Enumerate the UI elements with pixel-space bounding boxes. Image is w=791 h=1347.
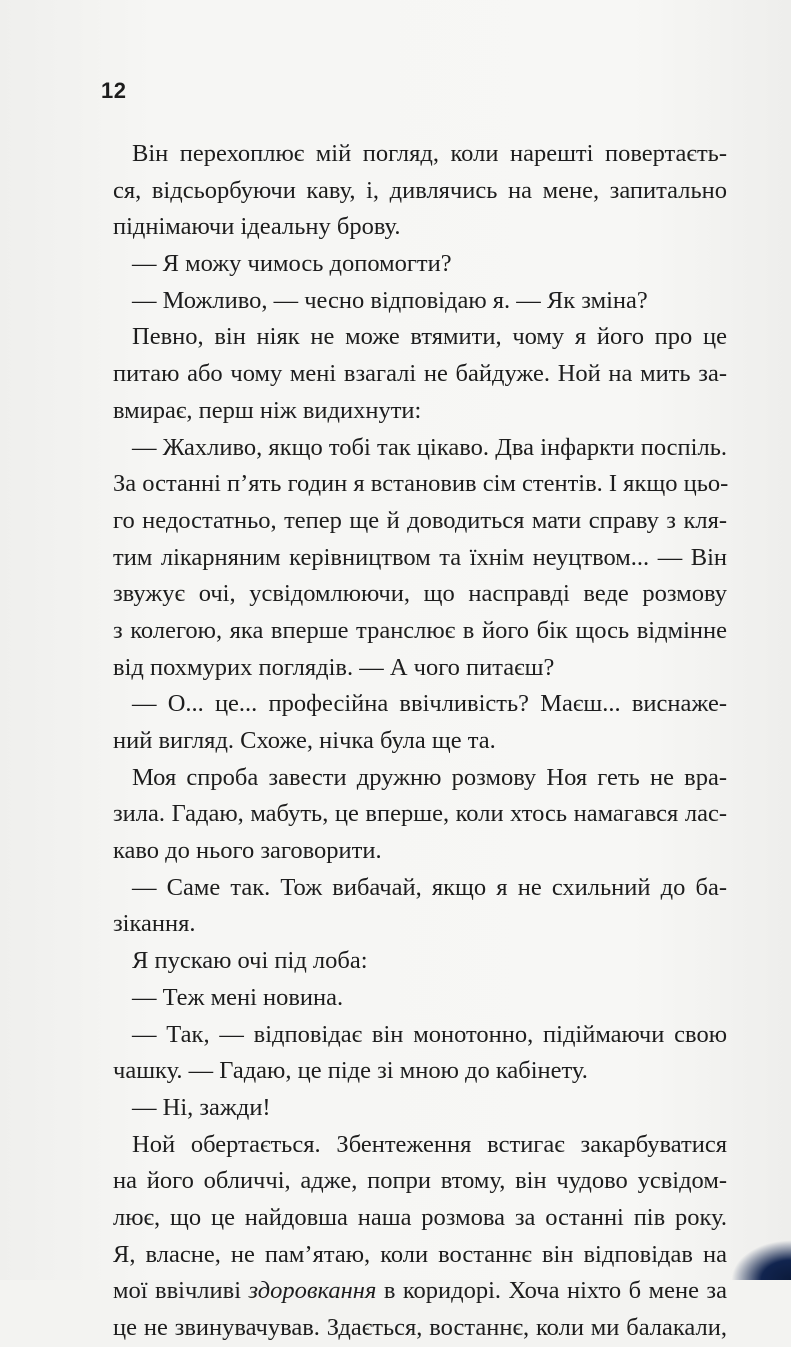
paragraph	[113, 136, 727, 246]
text-line: — Жахливо, якщо тобі так цікаво. Два інфаркти поспіль.	[132, 433, 727, 461]
paragraph	[113, 686, 727, 759]
text-line: з колегою, яка вперше транслює в його бік щось відмінне	[113, 616, 727, 644]
text-line: лює, що це найдовша наша розмова за останні пів року.	[113, 1203, 727, 1231]
text-line: зила. Гадаю, мабуть, це вперше, коли хтось намагався лас-	[113, 800, 727, 828]
body-text	[113, 136, 727, 1347]
text-line: звужує очі, усвідомлюючи, що насправді веде розмову	[113, 580, 727, 608]
paragraph	[113, 319, 727, 429]
paragraph	[113, 943, 727, 980]
page-number: 12	[101, 78, 127, 103]
text-line: каво до нього заговорити.	[113, 837, 382, 865]
paragraph	[113, 980, 727, 1017]
text-line: зікання.	[113, 910, 196, 938]
paragraph	[113, 760, 727, 870]
text-line: Я, власне, не пам’ятаю, коли востаннє він відповідав на	[113, 1240, 727, 1268]
paragraph	[113, 430, 727, 687]
text-line: Він перехоплює мій погляд, коли нарешті повертаєть-	[132, 140, 727, 167]
text-line: чашку. — Гадаю, це піде зі мною до кабінету.	[113, 1057, 588, 1085]
text-line: го недостатньо, тепер ще й доводиться мати справу з кля-	[113, 506, 727, 534]
text-line: на його обличчі, адже, попри втому, він чудово усвідом-	[113, 1167, 727, 1195]
text-line: Певно, він ніяк не може втямити, чому я його про це	[132, 323, 727, 351]
text-line: вмирає, перш ніж видихнути:	[113, 396, 422, 424]
text-line: ний вигляд. Схоже, нічка була ще та.	[113, 727, 496, 754]
text-line: ся, відсьорбуючи каву, і, дивлячись на мене, запитально	[113, 176, 727, 204]
paragraph	[113, 870, 727, 943]
text-line: За останні п’ять годин я встановив сім стентів. І якщо цьо-	[113, 470, 729, 498]
text-line: Ной обертається. Збентеження встигає закарбуватися	[132, 1130, 727, 1158]
text-line: — Саме так. Тож вибачай, якщо я не схильний до ба-	[132, 873, 727, 901]
text-line: — О... це... професійна ввічливість? Маєш... виснаже-	[132, 690, 727, 718]
text-line: — Можливо, — чесно відповідаю я. — Як зміна?	[132, 286, 648, 314]
text-line: від похмурих поглядів. — А чого питаєш?	[113, 653, 555, 681]
paragraph	[113, 1090, 727, 1127]
text-line: це не звинувачував. Здається, востаннє, коли ми балакали,	[113, 1314, 727, 1341]
paragraph	[113, 1017, 727, 1090]
paragraph	[113, 283, 727, 320]
text-line: піднімаючи ідеальну брову.	[113, 213, 401, 241]
text-line: Моя спроба завести дружню розмову Ноя геть не вра-	[132, 763, 727, 791]
text-line: тим лікарняним керівництвом та їхнім неуцтвом... — Він	[113, 543, 727, 571]
text-line: — Так, — відповідає він монотонно, підіймаючи свою	[132, 1020, 727, 1048]
text-line: — Ні, зажди!	[132, 1093, 271, 1121]
text-line: Я пускаю очі під лоба:	[132, 947, 368, 975]
text-line: — Я можу чимось допомогти?	[132, 250, 452, 278]
paragraph	[113, 246, 727, 283]
paragraph	[113, 1127, 727, 1347]
text-line: — Теж мені новина.	[132, 983, 344, 1011]
text-line: мої ввічливі здоровкання в коридорі. Хоча ніхто б мене за	[113, 1277, 727, 1305]
page-corner-shadow	[731, 1240, 791, 1280]
text-line: питаю або чому мені взагалі не байдуже. Ной на мить за-	[113, 360, 727, 388]
